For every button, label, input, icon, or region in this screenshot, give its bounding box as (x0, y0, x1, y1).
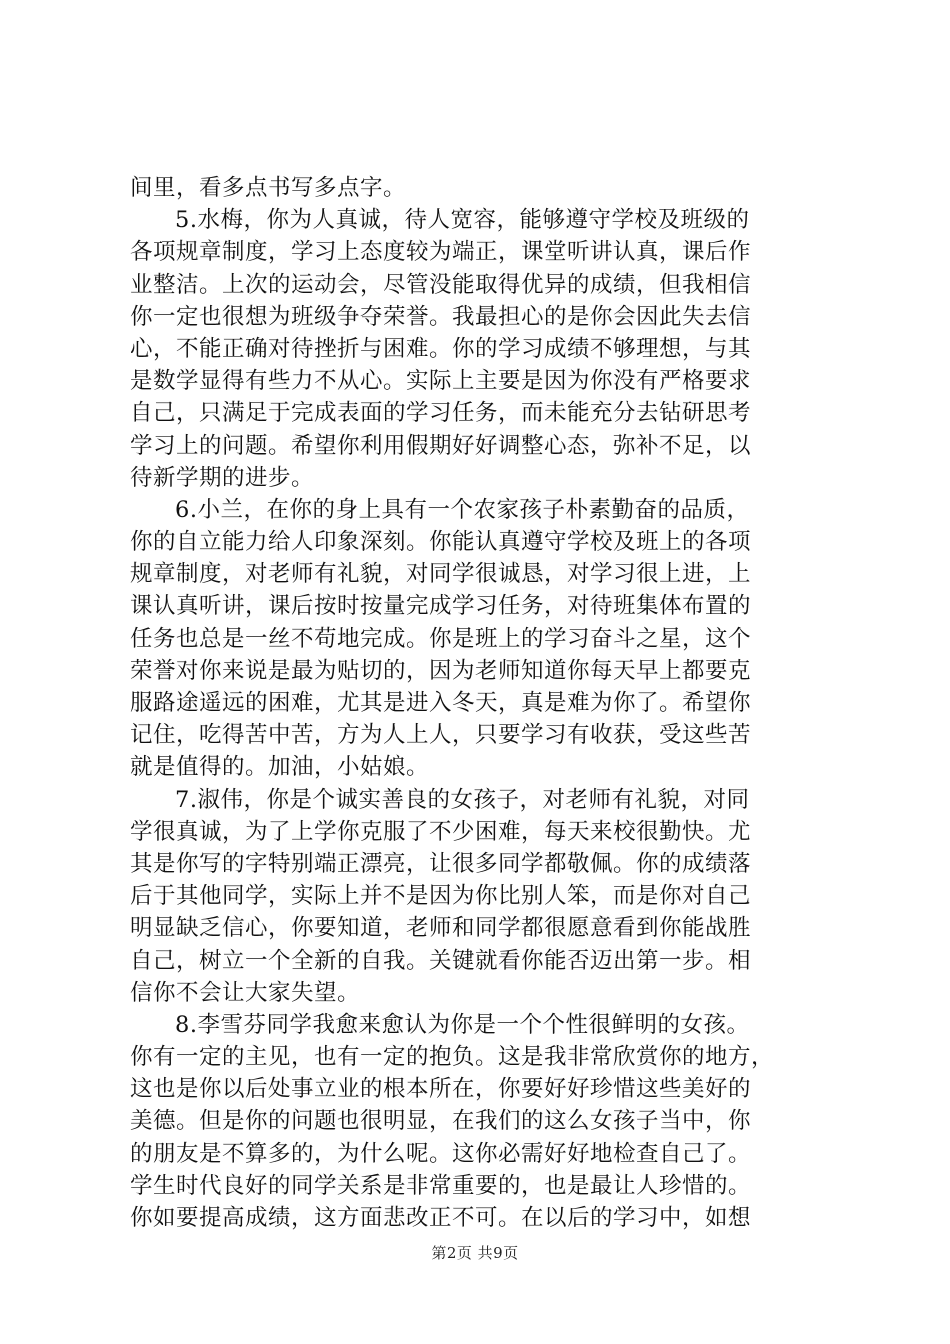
text-line: 7.淑伟，你是个诚实善良的女孩子，对老师有礼貌，对同 (175, 786, 750, 813)
text-line: 业整洁。上次的运动会，尽管没能取得优异的成绩，但我相信 (130, 271, 752, 298)
text-line: 这也是你以后处事立业的根本所在，你要好好珍惜这些美好的 (130, 1076, 752, 1103)
page-footer: 第2页 共9页 (431, 1244, 519, 1262)
text-line: 各项规章制度，学习上态度较为端正，课堂听讲认真，课后作 (130, 239, 752, 266)
text-line: 8.李雪芬同学我愈来愈认为你是一个个性很鲜明的女孩。 (175, 1011, 750, 1038)
text-line: 后于其他同学，实际上并不是因为你比别人笨，而是你对自己 (130, 883, 752, 910)
text-line: 荣誉对你来说是最为贴切的，因为老师知道你每天早上都要克 (130, 657, 752, 684)
text-line: 待新学期的进步。 (130, 464, 315, 491)
text-line: 你有一定的主见，也有一定的抱负。这是我非常欣赏你的地方， (130, 1044, 775, 1071)
text-line: 课认真听讲，课后按时按量完成学习任务，对待班集体布置的 (130, 593, 752, 620)
text-line: 就是值得的。加油，小姑娘。 (130, 754, 430, 781)
text-line: 自己，只满足于完成表面的学习任务，而未能充分去钻研思考 (130, 400, 752, 427)
text-line: 6.小兰，在你的身上具有一个农家孩子朴素勤奋的品质， (175, 496, 750, 523)
text-line: 信你不会让大家失望。 (130, 979, 361, 1006)
text-line: 任务也总是一丝不苟地完成。你是班上的学习奋斗之星，这个 (130, 625, 752, 652)
text-line: 学习上的问题。希望你利用假期好好调整心态，弥补不足，以 (130, 432, 752, 459)
text-line: 服路途遥远的困难，尤其是进入冬天，真是难为你了。希望你 (130, 690, 752, 716)
text-line: 5.水梅，你为人真诚，待人宽容，能够遵守学校及班级的 (175, 207, 750, 234)
text-line: 学生时代良好的同学关系是非常重要的，也是最让人珍惜的。 (130, 1172, 752, 1199)
text-line: 的朋友是不算多的，为什么呢。这你必需好好地检查自己了。 (130, 1140, 752, 1167)
text-line: 你一定也很想为班级争夺荣誉。我最担心的是你会因此失去信 (130, 303, 752, 330)
text-line: 明显缺乏信心，你要知道，老师和同学都很愿意看到你能战胜 (130, 915, 752, 942)
text-line: 你的自立能力给人印象深刻。你能认真遵守学校及班上的各项 (130, 529, 752, 556)
text-line: 记住，吃得苦中苦，方为人上人，只要学习有收获，受这些苦 (130, 722, 752, 749)
text-line: 自己，树立一个全新的自我。关键就看你能否迈出第一步。相 (130, 947, 752, 974)
text-line: 其是你写的字特别端正漂亮，让很多同学都敬佩。你的成绩落 (130, 850, 752, 877)
text-line: 学很真诚，为了上学你克服了不少困难，每天来校很勤快。尤 (130, 818, 752, 845)
text-line: 美德。但是你的问题也很明显，在我们的这么女孩子当中，你 (130, 1108, 752, 1135)
text-line: 是数学显得有些力不从心。实际上主要是因为你没有严格要求 (130, 368, 752, 395)
text-line: 你如要提高成绩，这方面悲改正不可。在以后的学习中，如想 (130, 1205, 752, 1231)
text-line: 心，不能正确对待挫折与困难。你的学习成绩不够理想，与其 (130, 335, 752, 362)
text-line: 规章制度，对老师有礼貌，对同学很诚恳，对学习很上进，上 (130, 561, 752, 588)
body-text (130, 172, 840, 1234)
text-line: 间里，看多点书写多点字。 (130, 175, 407, 201)
